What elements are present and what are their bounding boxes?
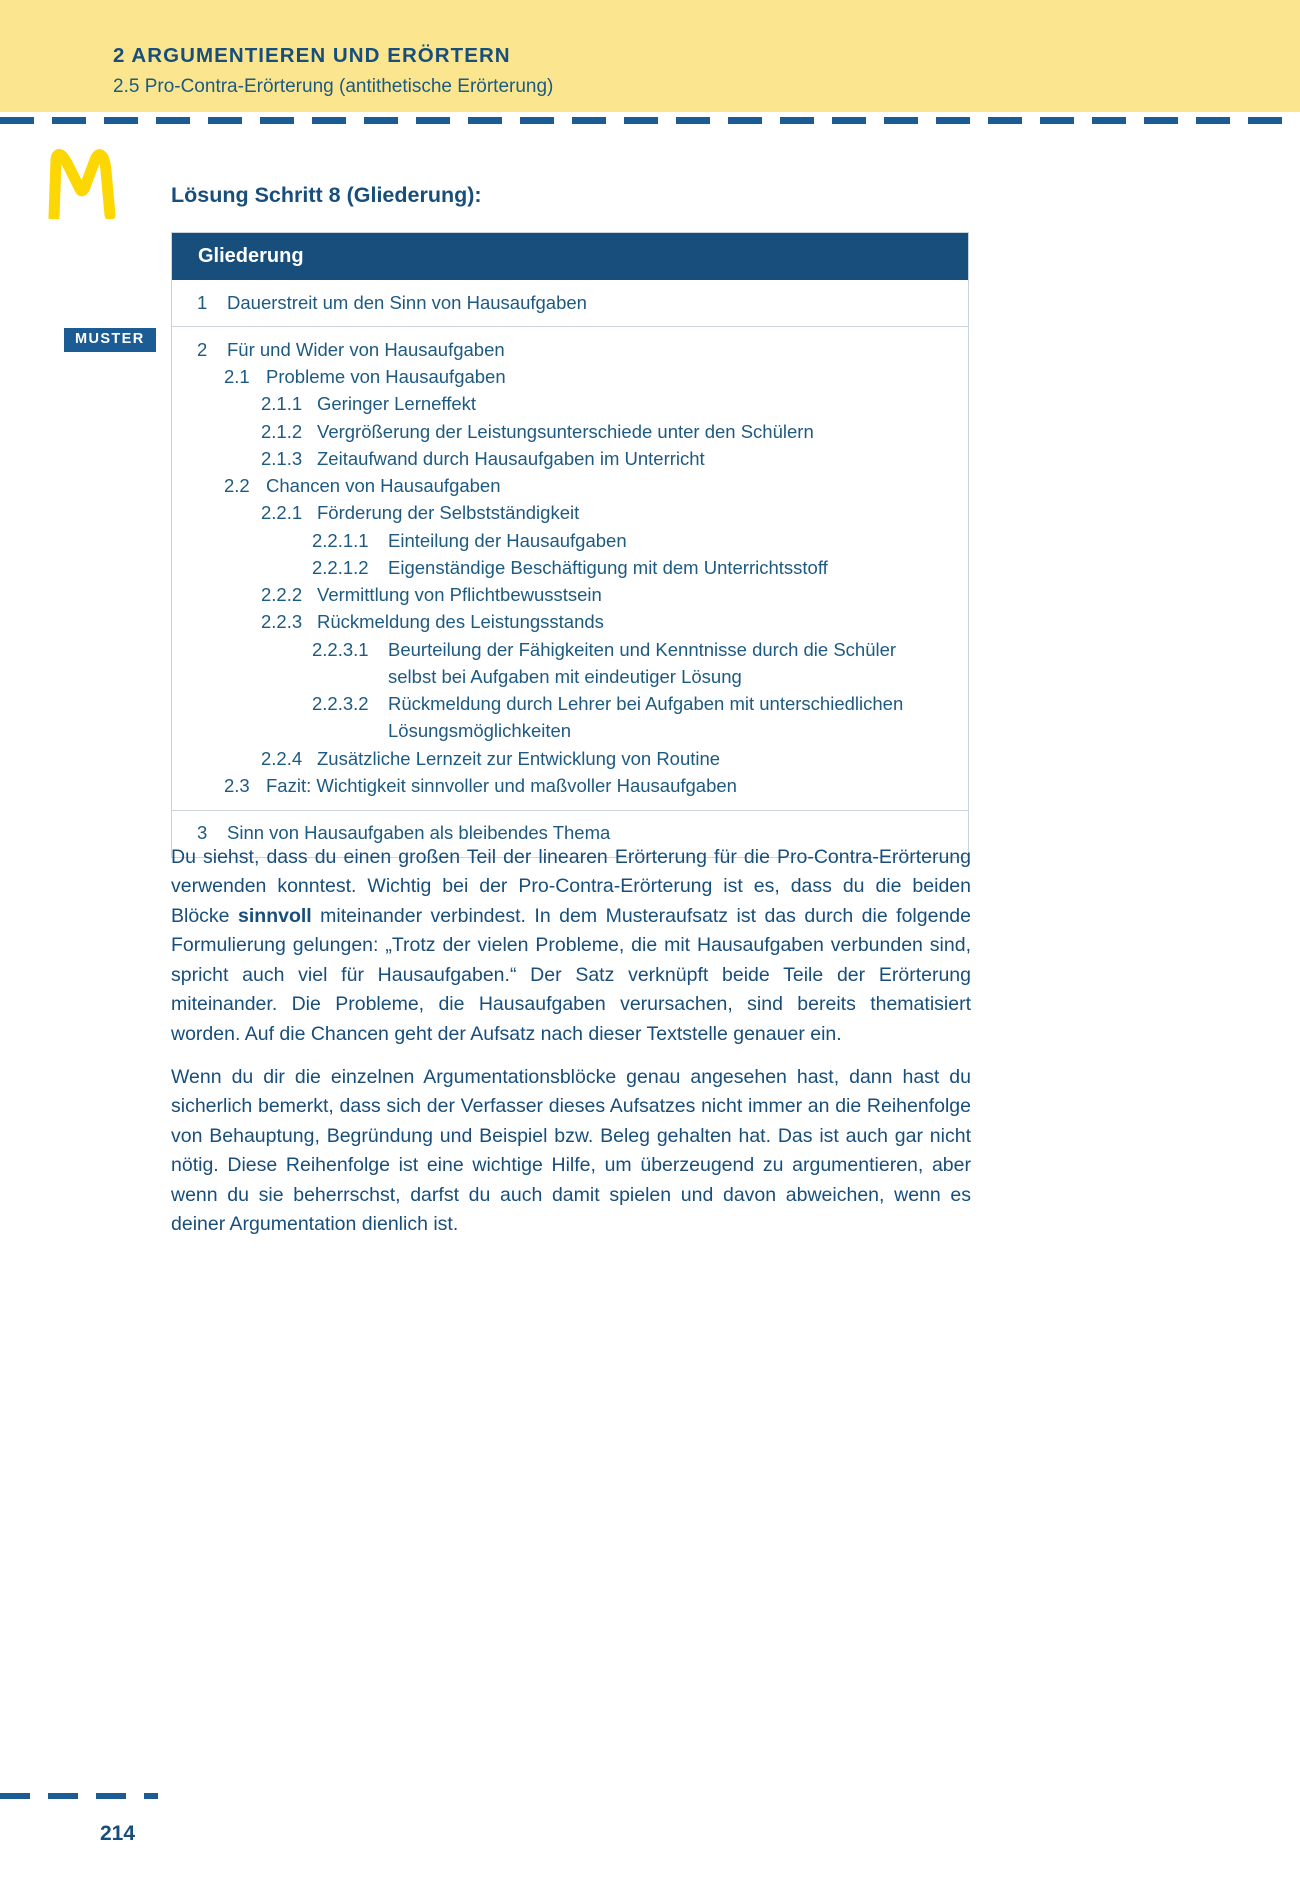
gliederung-row-number: 2 — [197, 338, 208, 360]
muster-marker — [48, 143, 168, 347]
gliederung-row — [172, 336, 968, 363]
gliederung-row-number: 2.2.1.1 — [312, 529, 369, 551]
gliederung-row-number: 2.2.2 — [261, 584, 303, 606]
paragraph-1-text-a: Du siehst, dass du einen großen Teil der linearen Erörterung für die Pro-Contra-Erörterung verwenden konntest. Wichtig bei der Pro-Contra-Erörterung ist es, dass du die beiden Blöcke — [171, 846, 971, 927]
gliederung-row-text: Einteilung der Hausaufgaben — [388, 529, 627, 551]
gliederung-row-number: 2.3 — [224, 775, 250, 797]
gliederung-row-text: Zeitaufwand durch Hausaufgaben im Unterricht — [317, 447, 705, 469]
gliederung-row-continuation-text: Lösungsmöglichkeiten — [388, 720, 572, 742]
muster-heading: Lösung Schritt 8 (Gliederung): — [171, 183, 482, 207]
gliederung-row — [172, 289, 968, 316]
gliederung-row-number: 2.1.1 — [261, 393, 303, 415]
gliederung-row-continuation — [172, 663, 968, 690]
gliederung-row-number: 3 — [197, 822, 208, 844]
emphasis-sinnvoll: sinnvoll — [238, 904, 312, 927]
gliederung-row-text: Vermittlung von Pflichtbewusstsein — [317, 584, 602, 606]
page-header-band — [0, 0, 1300, 112]
gliederung-row — [172, 609, 968, 636]
gliederung-section — [172, 326, 968, 810]
paragraph-1-text-b: miteinander verbindest. In dem Musteraufsatz ist das durch die folgende Formulierung gelungen: „Trotz der vielen Probleme, die mit Hausaufgaben verbunden sind, spricht auch viel für Hausaufgaben.“ Der Satz verknüpft beide Teile der Erörterung miteinander. Die Probleme, die Hausaufgaben verursachen, sind bereits thematisiert worden. Auf die Chancen geht der Aufsatz nach dieser Textstelle genauer ein. — [171, 904, 971, 1045]
gliederung-row-text: Förderung der Selbstständigkeit — [317, 502, 580, 524]
gliederung-row-text: Zusätzliche Lernzeit zur Entwicklung von Routine — [317, 747, 721, 769]
gliederung-row-text: Chancen von Hausaufgaben — [266, 475, 501, 497]
gliederung-row-text: Eigenständige Beschäftigung mit dem Unterrichtsstoff — [388, 556, 828, 578]
gliederung-row-text: Probleme von Hausaufgaben — [266, 366, 506, 388]
gliederung-row-text: Beurteilung der Fähigkeiten und Kenntnisse durch die Schüler — [388, 638, 897, 660]
gliederung-row-text: Für und Wider von Hausaufgaben — [227, 338, 505, 360]
gliederung-row-number: 2.2.1.2 — [312, 556, 369, 578]
gliederung-row-number: 1 — [197, 291, 208, 313]
gliederung-row-continuation — [172, 718, 968, 745]
gliederung-row — [172, 745, 968, 772]
gliederung-row-text: Fazit: Wichtigkeit sinnvoller und maßvoller Hausaufgaben — [266, 775, 737, 797]
page-number: 214 — [100, 1822, 136, 1845]
gliederung-row-number: 2.2.4 — [261, 747, 303, 769]
gliederung-table-body — [172, 280, 968, 857]
gliederung-row — [172, 418, 968, 445]
gliederung-table-header: Gliederung — [172, 233, 968, 280]
gliederung-row-number: 2.2.3.2 — [312, 693, 369, 715]
chapter-title: 2 ARGUMENTIEREN UND ERÖRTERN — [113, 44, 511, 67]
header-dashed-rule — [0, 117, 1300, 124]
gliederung-row-text: Rückmeldung durch Lehrer bei Aufgaben mit unterschiedlichen — [388, 693, 904, 715]
section-subtitle: 2.5 Pro-Contra-Erörterung (antithetische Erörterung) — [113, 76, 554, 97]
gliederung-row-number: 2.1.3 — [261, 447, 303, 469]
gliederung-row — [172, 473, 968, 500]
gliederung-row — [172, 773, 968, 800]
gliederung-row-number: 2.1 — [224, 366, 250, 388]
gliederung-row — [172, 691, 968, 718]
gliederung-row-text: Sinn von Hausaufgaben als bleibendes Thema — [227, 822, 611, 844]
gliederung-row-number: 2.1.2 — [261, 420, 303, 442]
gliederung-row — [172, 391, 968, 418]
gliederung-section — [172, 280, 968, 326]
gliederung-row — [172, 445, 968, 472]
gliederung-row-number: 2.2 — [224, 475, 250, 497]
gliederung-row-number: 2.2.1 — [261, 502, 303, 524]
gliederung-row — [172, 636, 968, 663]
gliederung-row-text: Geringer Lerneffekt — [317, 393, 477, 415]
muster-badge: MUSTER — [64, 328, 156, 352]
handwritten-m-icon — [48, 143, 120, 219]
gliederung-row-number: 2.2.3.1 — [312, 638, 369, 660]
gliederung-row-text: Dauerstreit um den Sinn von Hausaufgaben — [227, 291, 587, 313]
gliederung-table — [171, 232, 969, 858]
gliederung-row — [172, 500, 968, 527]
gliederung-row-continuation-text: selbst bei Aufgaben mit eindeutiger Lösung — [388, 665, 742, 687]
gliederung-row — [172, 582, 968, 609]
gliederung-row-text: Rückmeldung des Leistungsstands — [317, 611, 604, 633]
gliederung-row — [172, 554, 968, 581]
gliederung-row — [172, 527, 968, 554]
body-paragraph-1 — [171, 843, 971, 1049]
gliederung-row-number: 2.2.3 — [261, 611, 303, 633]
gliederung-row — [172, 364, 968, 391]
footer-dashed-rule — [0, 1793, 158, 1799]
gliederung-row-text: Vergrößerung der Leistungsunterschiede unter den Schülern — [317, 420, 814, 442]
body-paragraph-2: Wenn du dir die einzelnen Argumentationsblöcke genau angesehen hast, dann hast du sicherlich bemerkt, dass sich der Verfasser dieses Aufsatzes nicht immer an die Reihenfolge von Behauptung, Begründung und Beispiel bzw. Beleg gehalten hat. Das ist auch gar nicht nötig. Diese Reihenfolge ist eine wichtige Hilfe, um überzeugend zu argumentieren, aber wenn du sie beherrschst, darfst du auch damit spielen und davon abweichen, wenn es deiner Argumentation dienlich ist. — [171, 1066, 971, 1236]
